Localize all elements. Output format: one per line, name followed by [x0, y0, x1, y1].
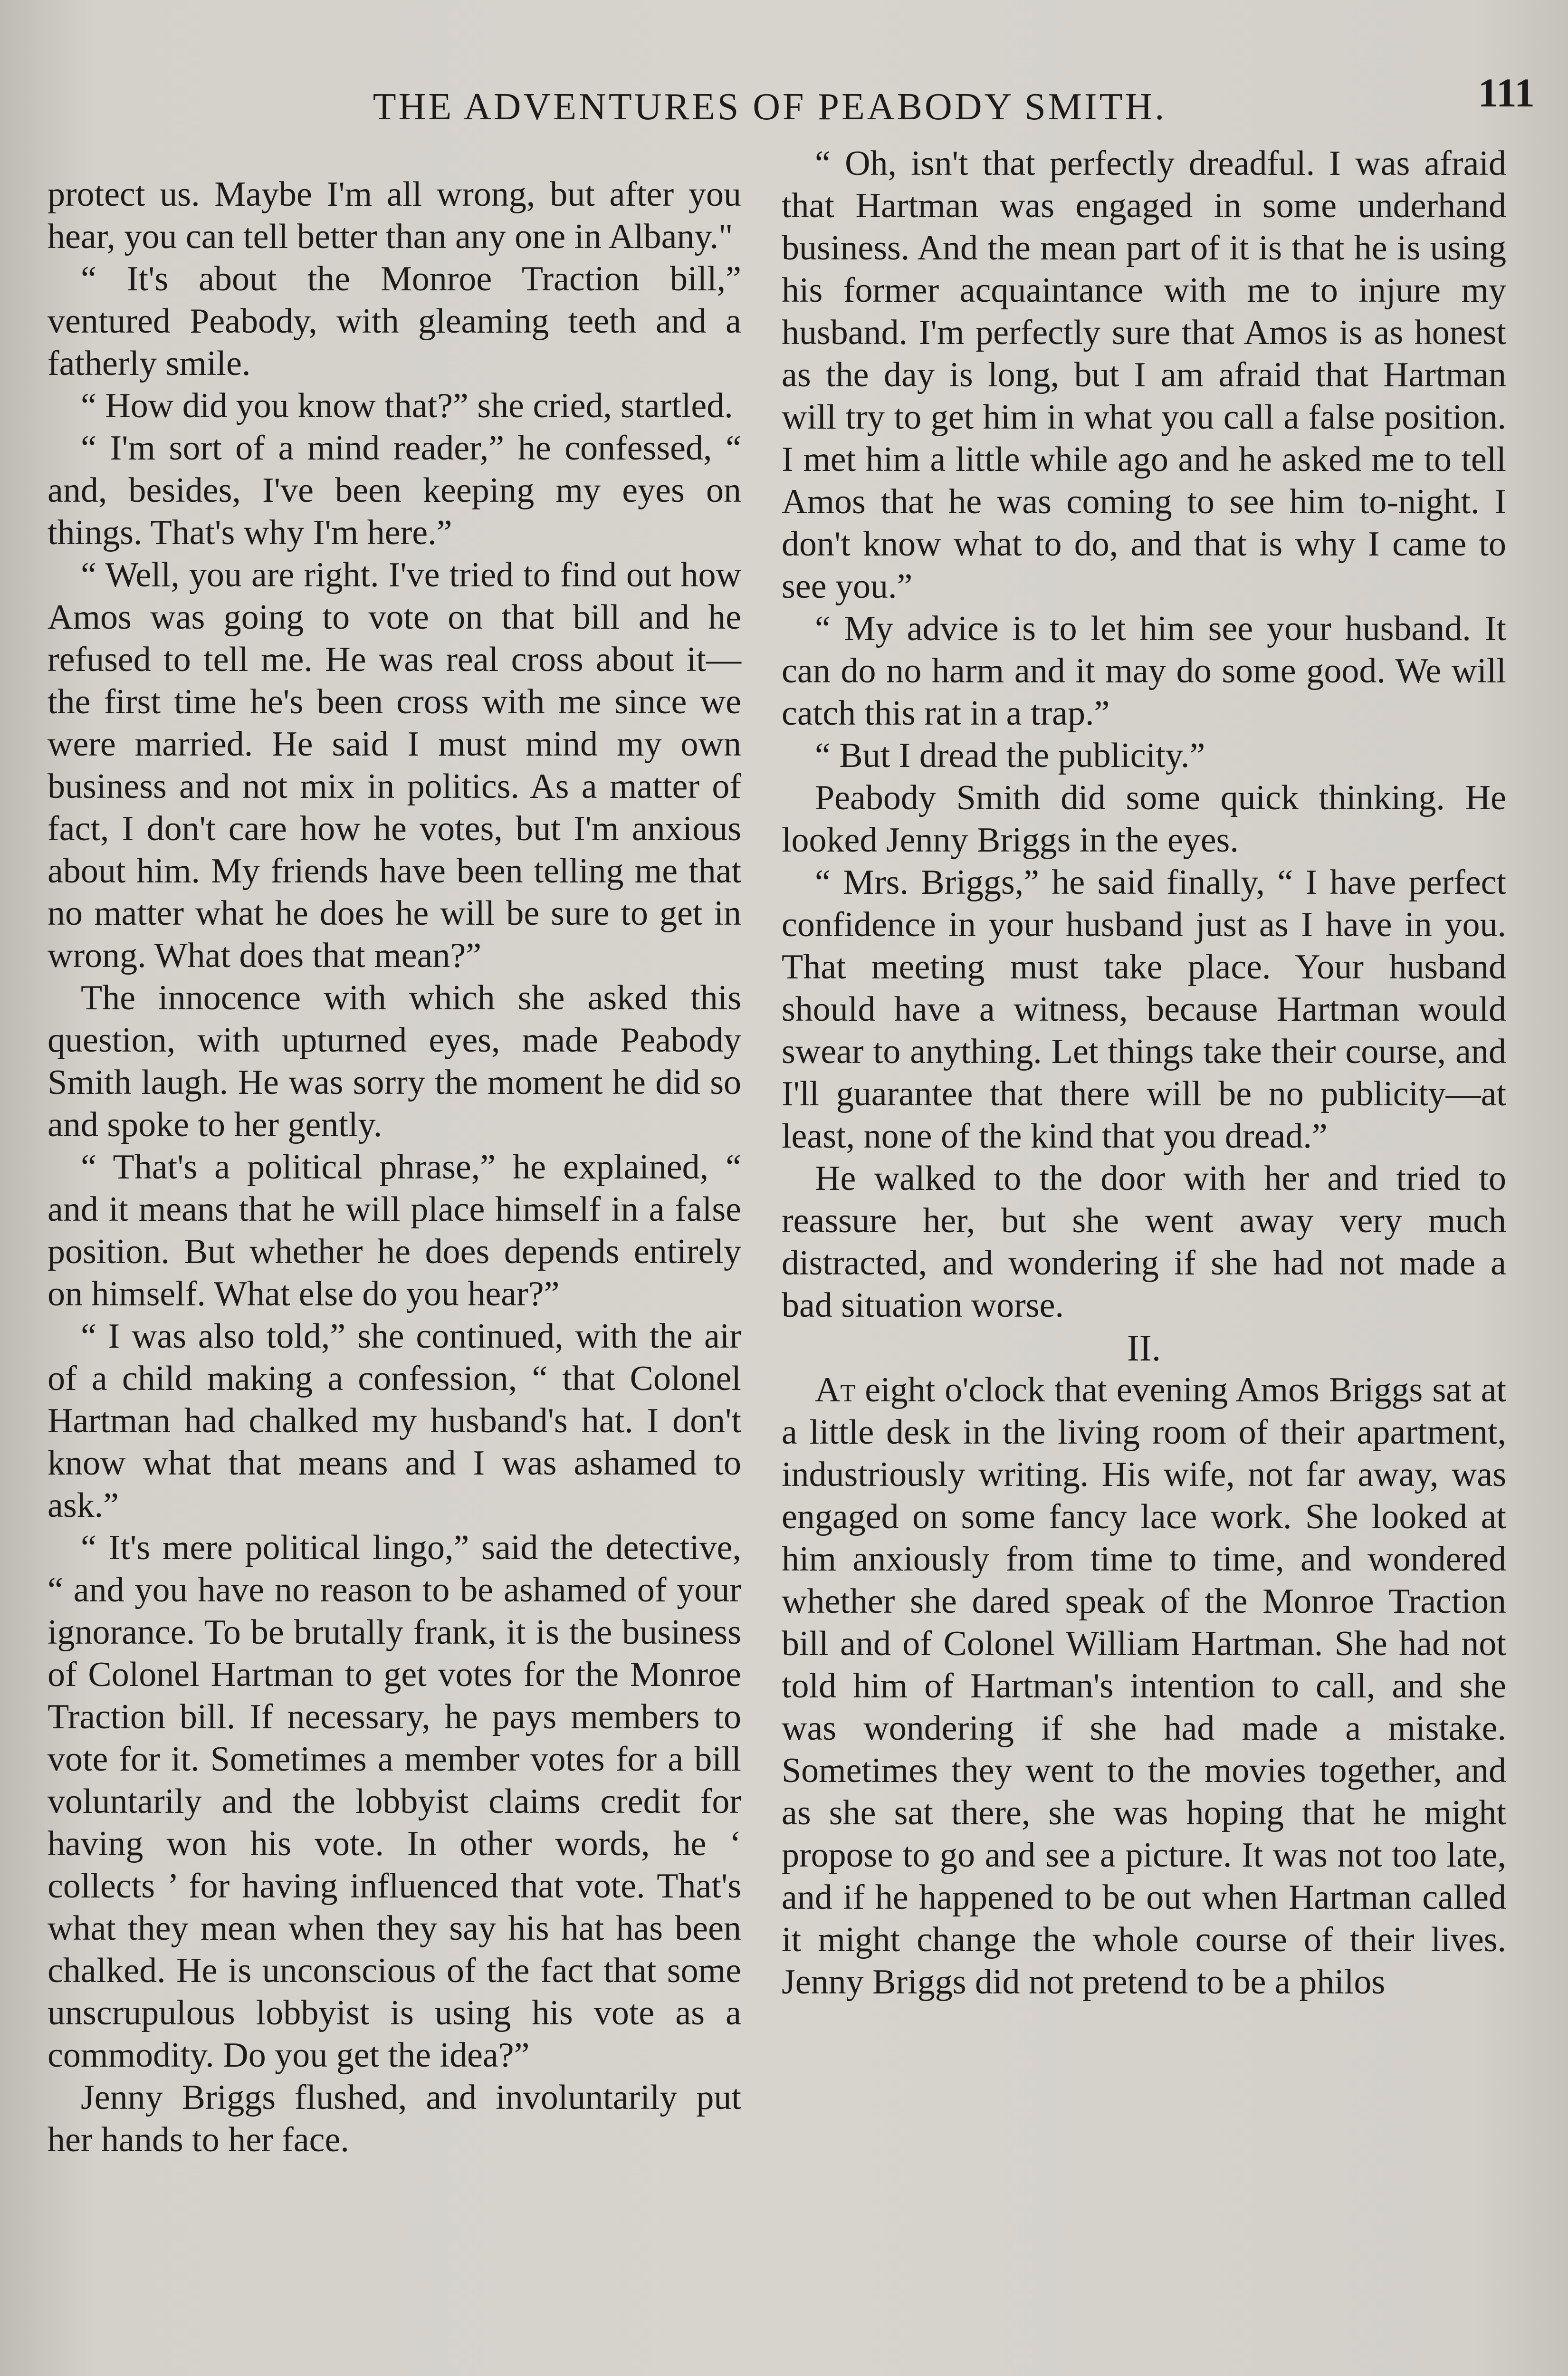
- right-column: [782, 143, 1506, 2003]
- paragraph: The innocence with which she asked this question, with upturned eyes, made Peabody Smith laugh. He was sorry the moment he did so and spoke to her gently.: [48, 978, 741, 1144]
- drop-word: At: [815, 1370, 856, 1409]
- paragraph: “ My advice is to let him see your husband. It can do no harm and it may do some good. We will catch this rat in a trap.”: [782, 609, 1506, 733]
- paragraph: “ Oh, isn't that perfectly dreadful. I was afraid that Hartman was engaged in some underhand business. And the mean part of it is that he is using his former acquaintance with me to injure my husband. I'm perfectly sure that Amos is as honest as the day is long, but I am afraid that Hartman will try to get him in what you call a false position. I met him a little while ago and he asked me to tell Amos that he was coming to see him to-night. I don't know what to do, and that is why I came to see you.”: [782, 144, 1506, 606]
- page-number: 111: [1478, 70, 1535, 115]
- paragraph: “ It's mere political lingo,” said the detective, “ and you have no reason to be ashamed of your ignorance. To be brutally frank, it is the business of Colonel Hartman to get votes for the Monroe Traction bill. If necessary, he pays members to vote for it. Sometimes a member votes for a bill voluntarily and the lobbyist claims credit for having won his vote. In other words, he ‘ collects ’ for having influenced that vote. That's what they mean when they say his hat has been chalked. He is unconscious of the fact that some unscrupulous lobbyist is using his vote as a commodity. Do you get the idea?”: [48, 1528, 741, 2075]
- paragraph: “ I'm sort of a mind reader,” he confessed, “ and, besides, I've been keeping my eyes on things. That's why I'm here.”: [48, 429, 741, 552]
- left-column: [48, 173, 741, 2161]
- paragraph: “ How did you know that?” she cried, startled.: [81, 386, 733, 425]
- paragraph: He walked to the door with her and tried to reassure her, but she went away very much distracted, and wondering if she had not made a bad situation worse.: [782, 1159, 1506, 1325]
- watermark: [1126, 2374, 1535, 2376]
- running-header: THE ADVENTURES OF PEABODY SMITH.: [373, 86, 1167, 128]
- paragraph: “ Mrs. Briggs,” he said finally, “ I have perfect confidence in your husband just as I have in you. That meeting must take place. Your husband should have a witness, because Hartman would swear to anything. Let things take their course, and I'll guarantee that there will be no publicity—at least, none of the kind that you dread.”: [782, 863, 1506, 1156]
- paragraph: “ That's a political phrase,” he explained, “ and it means that he will place himself in a false position. But whether he does depends entirely on himself. What else do you hear?”: [48, 1148, 741, 1313]
- paragraph: “ I was also told,” she continued, with the air of a child making a confession, “ that Colonel Hartman had chalked my husband's hat. I don't know what that means and I was ashamed to ask.”: [48, 1317, 741, 1525]
- section-text: eight o'clock that evening Amos Briggs sat at a little desk in the living room of their apartment, industriously writing. His wife, not far away, was engaged on some fancy lace work. She looked at him anxiously from time to time, and wondered whether she dared speak of the Monroe Traction bill and of Colonel William Hartman. She had not told him of Hartman's intention to call, and she was wondering if she had made a mistake. Sometimes they went to the movies together, and as she sat there, she was hoping that he might propose to go and see a picture. It was not too late, and if he happened to be out when Hartman called it might change the whole course of their lives. Jenny Briggs did not pretend to be a philos: [782, 1370, 1506, 2002]
- paragraph: Jenny Briggs flushed, and involuntarily put her hands to her face.: [48, 2078, 741, 2159]
- section-opening-paragraph: [782, 1369, 1506, 2003]
- paragraph: “ Well, you are right. I've tried to find out how Amos was going to vote on that bill and he refused to tell me. He was real cross about it—the first time he's been cross with me since we were married. He said I must mind my own business and not mix in politics. As a matter of fact, I don't care how he votes, but I'm anxious about him. My friends have been telling me that no matter what he does he will be sure to get in wrong. What does that mean?”: [48, 556, 741, 975]
- section-heading: II.: [1127, 1327, 1161, 1369]
- paragraph: “ But I dread the publicity.”: [815, 736, 1205, 775]
- paragraph: protect us. Maybe I'm all wrong, but after you hear, you can tell better than any one in Albany.": [48, 175, 741, 256]
- paragraph: Peabody Smith did some quick thinking. He looked Jenny Briggs in the eyes.: [782, 778, 1506, 860]
- paragraph: “ It's about the Monroe Traction bill,” ventured Peabody, with gleaming teeth and a fatherly smile.: [48, 259, 741, 383]
